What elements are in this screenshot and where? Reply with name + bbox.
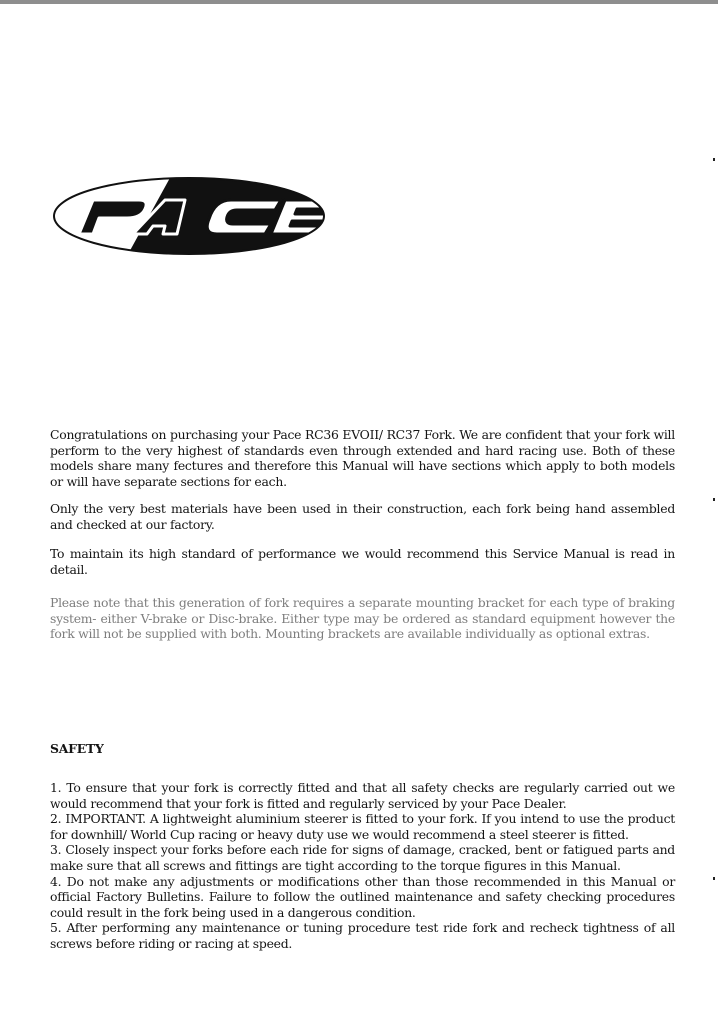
edge-mark	[713, 877, 715, 880]
safety-item: 1. To ensure that your fork is correctly fitted and that all safety checks are regularly carried out we would recommend that your fork is fitted and regularly serviced by your Pace Dealer.	[50, 780, 675, 811]
intro-paragraph: Congratulations on purchasing your Pace RC36 EVOII/ RC37 Fork. We are confident that your fork will perform to the very highest of standards even through extended and hard racing use. Both of these models share many fectures and therefore this Manual will have sections which apply to both models or will have separate sections for each.	[50, 427, 675, 489]
safety-heading: SAFETY	[50, 741, 104, 756]
safety-item: 3. Closely inspect your forks before each ride for signs of damage, cracked, bent or fatigued parts and make sure that all screws and fittings are tight according to the torque figures in this Manual.	[50, 842, 675, 873]
brake-bracket-note: Please note that this generation of fork requires a separate mounting bracket for each type of braking system- either V-brake or Disc-brake. Either type may be ordered as standard equipment however the fork will not be supplied with both. Mounting brackets are available individually as optional extras.	[50, 595, 675, 642]
safety-item: 4. Do not make any adjustments or modifications other than those recommended in this Manual or official Factory Bulletins. Failure to follow the outlined maintenance and safety checking procedures could result in the fork being used in a dangerous condition.	[50, 873, 675, 920]
edge-mark	[713, 158, 715, 161]
intro-paragraph: To maintain its high standard of performance we would recommend this Service Manual is read in detail.	[50, 546, 675, 577]
safety-item: 2. IMPORTANT. A lightweight aluminium steerer is fitted to your fork. If you intend to use the product for downhill/ World Cup racing or heavy duty use we would recommend a steel steerer is fitted.	[50, 811, 675, 842]
intro-paragraph: Only the very best materials have been used in their construction, each fork being hand assembled and checked at our factory.	[50, 501, 675, 532]
pace-logo	[53, 176, 325, 256]
page-top-border	[0, 0, 718, 4]
safety-item: 5. After performing any maintenance or tuning procedure test ride fork and recheck tightness of all screws before riding or racing at speed.	[50, 920, 675, 951]
edge-mark	[713, 498, 715, 501]
safety-list	[50, 780, 675, 952]
